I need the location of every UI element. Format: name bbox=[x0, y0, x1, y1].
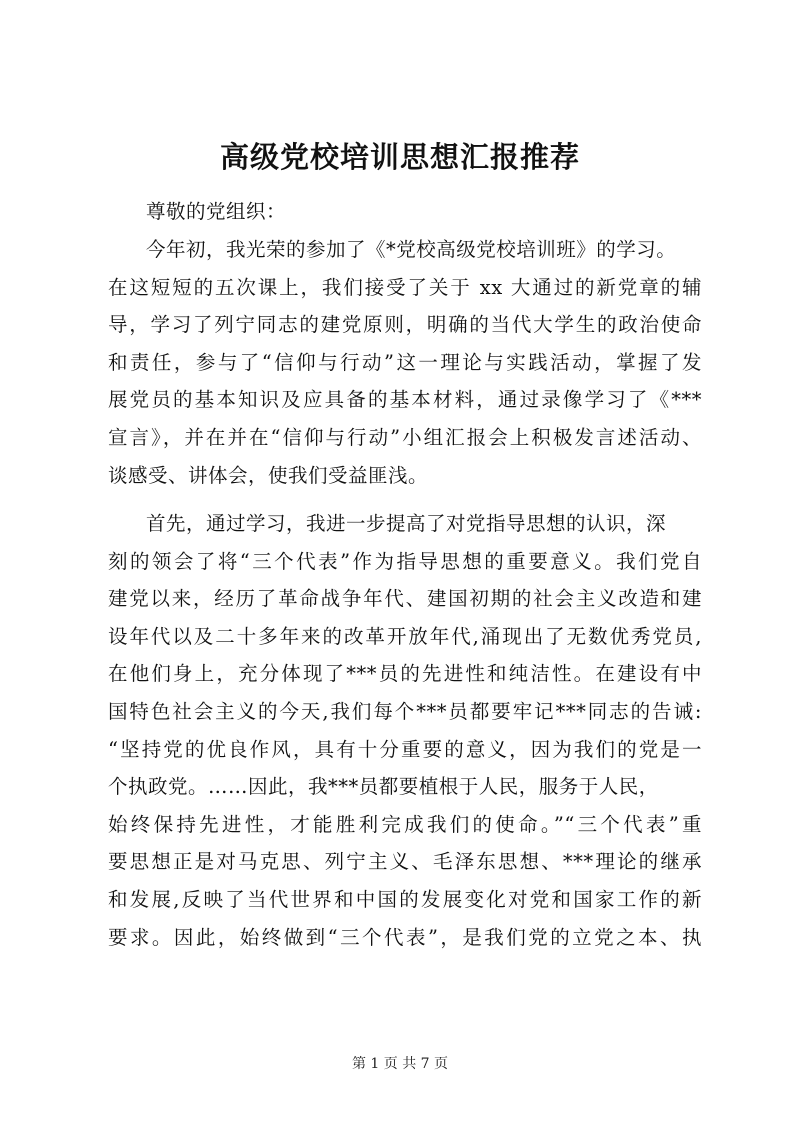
paragraph-line: 谈感受、讲体会，使我们受益匪浅。 bbox=[108, 463, 429, 487]
paragraph-line: 今年初，我光荣的参加了《*党校高级党校培训班》的学习。 bbox=[146, 238, 677, 261]
paragraph-line: 建党以来，经历了革命战争年代、建国初期的社会主义改造和建 bbox=[108, 587, 702, 611]
paragraph-line: 设年代以及二十多年来的改革开放年代,涌现出了无数优秀党员, bbox=[108, 624, 702, 648]
paragraph-line: 在这短短的五次课上，我们接受了关于 xx 大通过的新党章的辅 bbox=[108, 275, 702, 299]
greeting-block bbox=[108, 193, 702, 231]
paragraph-1 bbox=[108, 231, 702, 494]
paragraph-line: 首先，通过学习，我进一步提高了对党指导思想的认识，深 bbox=[146, 512, 667, 535]
paragraph-2 bbox=[108, 505, 702, 956]
paragraph-line: 刻的领会了将“三个代表”作为指导思想的重要意义。我们党自 bbox=[108, 549, 702, 573]
paragraph-line: 要思想正是对马克思、列宁主义、毛泽东思想、***理论的继承 bbox=[108, 850, 702, 874]
greeting: 尊敬的党组织： bbox=[146, 200, 287, 223]
paragraph-line: 国特色社会主义的今天,我们每个***员都要牢记***同志的告诫: bbox=[108, 699, 702, 723]
paragraph-line: 导，学习了列宁同志的建党原则，明确的当代大学生的政治使命 bbox=[108, 313, 702, 337]
page-title: 高级党校培训思想汇报推荐 bbox=[219, 140, 580, 174]
paragraph-line: “坚持党的优良作风，具有十分重要的意义，因为我们的党是一 bbox=[108, 737, 702, 761]
paragraph-line: 和发展,反映了当代世界和中国的发展变化对党和国家工作的新 bbox=[108, 887, 702, 911]
paragraph-line: 展党员的基本知识及应具备的基本材料，通过录像学习了《*** bbox=[108, 388, 702, 412]
paragraph-line: 个执政党。……因此，我***员都要植根于人民，服务于人民， bbox=[108, 775, 659, 799]
page-number-footer: 第 1 页 共 7 页 bbox=[351, 1056, 449, 1072]
paragraph-line: 在他们身上，充分体现了***员的先进性和纯洁性。在建设有中 bbox=[108, 662, 702, 686]
paragraph-line: 和责任，参与了“信仰与行动”这一理论与实践活动，掌握了发 bbox=[108, 350, 702, 374]
paragraph-line: 宣言》，并在并在“信仰与行动”小组汇报会上积极发言述活动、 bbox=[108, 425, 702, 449]
paragraph-line: 始终保持先进性，才能胜利完成我们的使命。”“三个代表”重 bbox=[108, 812, 702, 836]
paragraph-line: 要求。因此，始终做到“三个代表”，是我们党的立党之本、执 bbox=[108, 925, 702, 949]
